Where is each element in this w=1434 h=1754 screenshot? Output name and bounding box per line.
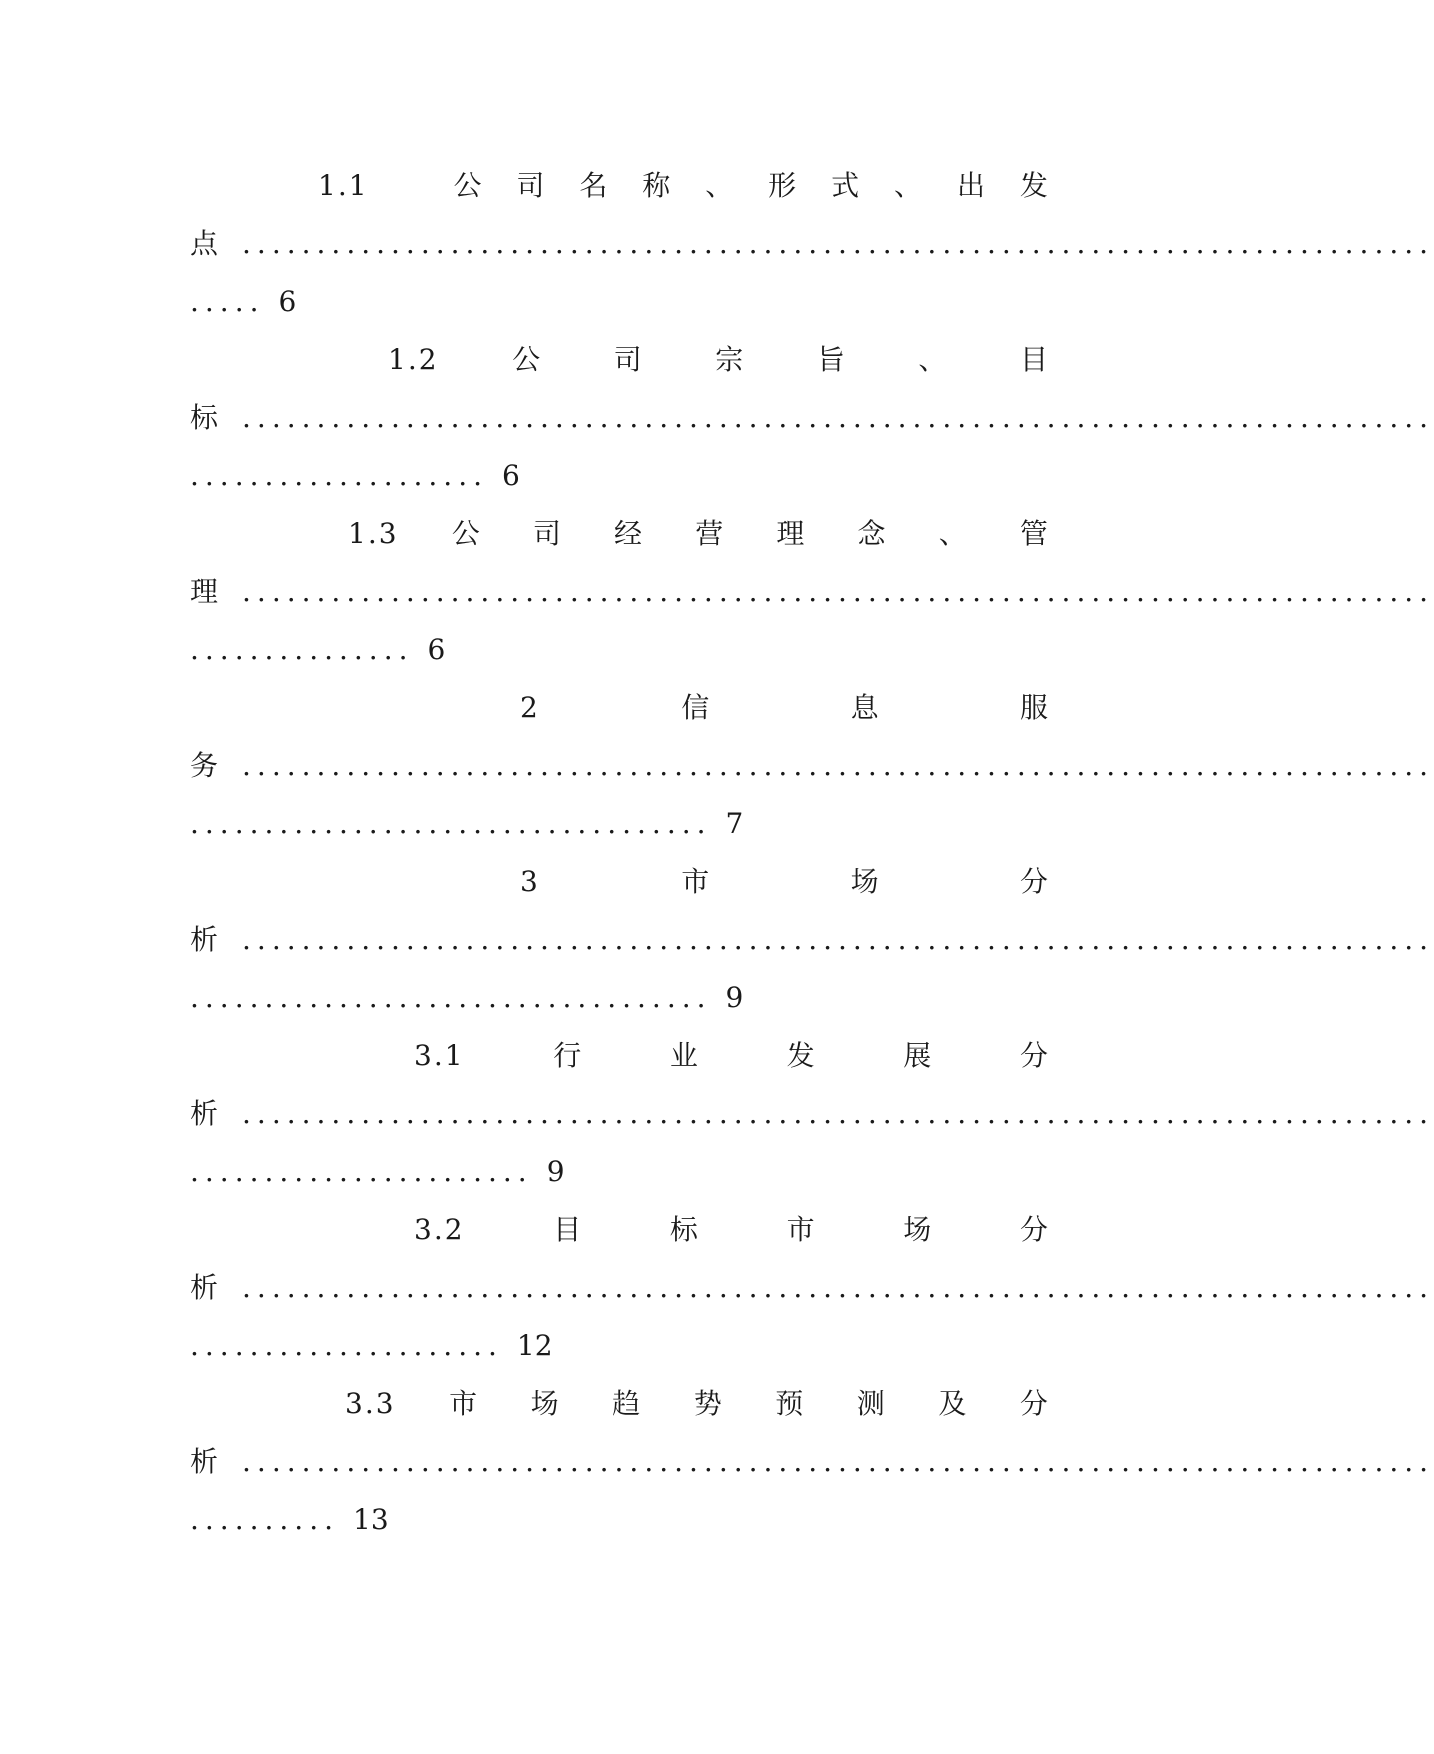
toc-title-char: 称 — [642, 169, 671, 202]
toc-heading-line — [190, 679, 1056, 737]
toc-page-number: 13 — [353, 1503, 389, 1536]
toc-title-char: 公 — [451, 517, 480, 550]
toc-number: 1.1 — [318, 169, 369, 202]
toc-title-char: 、 — [918, 343, 947, 376]
toc-entry[interactable] — [190, 157, 1434, 331]
toc-title-char: 息 — [850, 691, 879, 724]
toc-heading-line — [190, 505, 1056, 563]
toc-title-char: 场 — [850, 865, 879, 898]
toc-page-number: 12 — [516, 1329, 553, 1362]
toc-page-line — [190, 1143, 1056, 1201]
toc-title-char: 经 — [614, 517, 643, 550]
toc-dot-leader: ................................................................................ — [242, 401, 1434, 434]
toc-entry[interactable] — [190, 1375, 1434, 1549]
toc-page-line — [190, 447, 1056, 505]
toc-dot-leader: .................... — [190, 459, 489, 492]
toc-title-char: 名 — [579, 169, 608, 202]
toc-leader-line — [190, 1259, 1434, 1317]
toc-title-char: 市 — [681, 865, 710, 898]
toc-dot-leader: ..... — [190, 285, 265, 318]
toc-page-number: 9 — [546, 1155, 565, 1188]
toc-title-char: 业 — [669, 1039, 698, 1072]
toc-dot-leader: .......... — [190, 1503, 340, 1536]
toc-page-line — [190, 795, 1056, 853]
toc-title-char: 出 — [956, 169, 985, 202]
toc-title-char: 及 — [938, 1387, 967, 1420]
toc-title-char: 信 — [681, 691, 710, 724]
toc-title-char: 、 — [894, 169, 923, 202]
toc-page-line — [190, 1317, 1056, 1375]
toc-dot-leader: ................................................................................ — [242, 227, 1434, 260]
toc-title-char: 目 — [1019, 343, 1048, 376]
toc-title-char: 分 — [1019, 865, 1048, 898]
toc-title-char: 测 — [856, 1387, 885, 1420]
toc-wrap-char: 理 — [190, 575, 219, 608]
toc-number: 1.3 — [348, 517, 399, 550]
toc-page-number: 6 — [278, 285, 297, 318]
toc-title-char: 理 — [776, 517, 805, 550]
toc-title-char: 公 — [512, 343, 541, 376]
toc-title-char: 标 — [669, 1213, 698, 1246]
toc-title-char: 旨 — [816, 343, 845, 376]
toc-page-line — [190, 969, 1056, 1027]
toc-dot-leader: ....................... — [190, 1155, 533, 1188]
toc-page-number: 6 — [427, 633, 446, 666]
toc-title-char: 分 — [1019, 1213, 1048, 1246]
toc-title-char: 、 — [938, 517, 967, 550]
toc-leader-line — [190, 911, 1434, 969]
toc-wrap-char: 务 — [190, 749, 219, 782]
toc-leader-line — [190, 737, 1434, 795]
toc-page-number: 6 — [502, 459, 520, 492]
toc-title-char: 形 — [768, 169, 797, 202]
toc-title-char: 预 — [775, 1387, 804, 1420]
toc-entry[interactable] — [190, 853, 1434, 1027]
toc-title-char: 场 — [903, 1213, 932, 1246]
toc-heading-line — [190, 1375, 1056, 1433]
toc-dot-leader: ................................... — [190, 981, 712, 1014]
toc-dot-leader: ................................................................................ — [242, 923, 1434, 956]
toc-wrap-char: 析 — [190, 1271, 219, 1304]
toc-wrap-char: 标 — [190, 401, 219, 434]
toc-title-char: 念 — [857, 517, 886, 550]
toc-title-char: 场 — [530, 1387, 559, 1420]
toc-entry[interactable] — [190, 331, 1434, 505]
toc-title-char: 市 — [786, 1213, 815, 1246]
toc-page-number: 9 — [725, 981, 744, 1014]
toc-dot-leader: ..................... — [190, 1329, 503, 1362]
toc-title-char: 发 — [786, 1039, 815, 1072]
toc-title-char: 展 — [903, 1039, 932, 1072]
toc-title-char: 市 — [449, 1387, 478, 1420]
toc-title-char: 、 — [705, 169, 734, 202]
toc-title-char: 司 — [532, 517, 561, 550]
toc-title-char: 式 — [831, 169, 860, 202]
toc-heading-line — [190, 1201, 1056, 1259]
toc-title-char: 发 — [1019, 169, 1048, 202]
toc-title-char: 司 — [613, 343, 642, 376]
toc-title-char: 公 — [453, 169, 482, 202]
toc-heading-line — [190, 1027, 1056, 1085]
toc-number: 3.2 — [414, 1213, 465, 1246]
toc-dot-leader: ................................................................................ — [242, 1097, 1434, 1130]
toc-leader-line — [190, 389, 1434, 447]
toc-wrap-char: 析 — [190, 923, 219, 956]
toc-number: 3 — [520, 865, 540, 898]
toc-entry[interactable] — [190, 505, 1434, 679]
toc-dot-leader: ................................... — [190, 807, 712, 840]
toc-heading-line — [190, 853, 1056, 911]
toc-title-char: 司 — [516, 169, 545, 202]
toc-page-line — [190, 273, 1056, 331]
toc-entry[interactable] — [190, 679, 1434, 853]
toc-entry[interactable] — [190, 1201, 1434, 1375]
toc-leader-line — [190, 1433, 1434, 1491]
toc-leader-line — [190, 1085, 1434, 1143]
toc-number: 2 — [520, 691, 540, 724]
toc-number: 3.1 — [414, 1039, 465, 1072]
toc-title-char: 分 — [1019, 1039, 1048, 1072]
toc-page-number: 7 — [725, 807, 744, 840]
toc-heading-line — [190, 331, 1056, 389]
toc-dot-leader: ................................................................................ — [242, 749, 1434, 782]
toc-heading-line — [190, 157, 1056, 215]
toc-number: 1.2 — [388, 343, 439, 376]
toc-title-char: 服 — [1019, 691, 1048, 724]
toc-leader-line — [190, 563, 1434, 621]
toc-title-char: 管 — [1019, 517, 1048, 550]
toc-title-char: 势 — [693, 1387, 722, 1420]
toc-page-line — [190, 621, 1056, 679]
toc-wrap-char: 析 — [190, 1097, 219, 1130]
toc-entry[interactable] — [190, 1027, 1434, 1201]
toc-title-char: 营 — [695, 517, 724, 550]
toc-dot-leader: ................................................................................ — [242, 575, 1434, 608]
toc-dot-leader: ................................................................................ — [242, 1271, 1434, 1304]
toc-dot-leader: ............... — [190, 633, 414, 666]
toc-title-char: 分 — [1019, 1387, 1048, 1420]
toc-dot-leader: ................................................................................ — [242, 1445, 1434, 1478]
toc-title-char: 目 — [553, 1213, 582, 1246]
toc-title-char: 宗 — [715, 343, 744, 376]
toc-wrap-char: 析 — [190, 1445, 219, 1478]
toc-wrap-char: 点 — [190, 227, 219, 260]
toc-title-char: 行 — [553, 1039, 582, 1072]
toc-number: 3.3 — [345, 1387, 396, 1420]
toc-title-char: 趋 — [612, 1387, 641, 1420]
toc-page-line — [190, 1491, 1056, 1549]
toc-leader-line — [190, 215, 1434, 273]
